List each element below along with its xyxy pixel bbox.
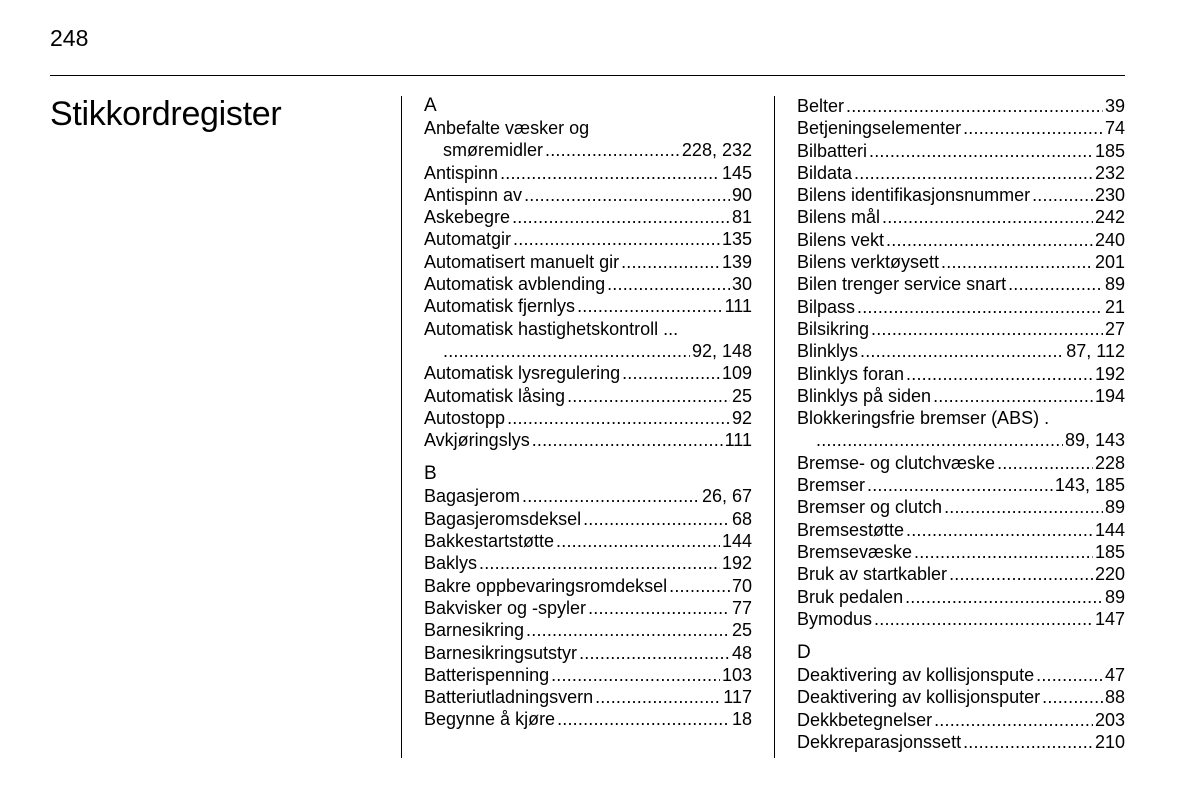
dot-leader [933,385,1093,407]
index-entry [797,273,1125,295]
entry-pages: 77 [731,597,752,618]
entry-name: Bakkestartstøtte [424,531,555,552]
entry-name: Askebegre [424,207,511,228]
entry-name: Bagasjerom [424,486,521,507]
entry-pages: 74 [1104,118,1125,139]
dot-leader [886,229,1093,251]
entry-pages: 89 [1104,274,1125,295]
entry-name: Begynne å kjøre [424,709,556,730]
entry-pages: 92, 148 [691,340,752,361]
entry-pages: 25 [731,620,752,641]
entry-name: Bruk av startkabler [797,564,948,585]
entry-pages: 139 [721,251,752,272]
entry-list [424,162,752,318]
entry-pages: 210 [1094,732,1125,753]
entry-list [797,664,1125,753]
column-divider-right [774,96,775,758]
index-entry [797,340,1125,362]
entry-name: Antispinn [424,162,499,183]
entry-name: Barnesikring [424,620,525,641]
entry-pages: 135 [721,229,752,250]
entry-pages: 185 [1094,140,1125,161]
entry-name: Bilbatteri [797,140,868,161]
dot-leader [1042,686,1103,708]
index-entry [424,206,752,228]
index-column-2 [797,95,1125,753]
index-entry [424,508,752,530]
entry-name: Bildata [797,162,853,183]
index-entry [797,586,1125,608]
index-entry [797,184,1125,206]
entry-name: Bakre oppbevaringsromdeksel [424,575,668,596]
index-entry [797,686,1125,708]
index-entry [424,575,752,597]
entry-pages: 88 [1104,687,1125,708]
entry-pages: 240 [1094,229,1125,250]
index-entry [424,162,752,184]
entry-pages: 81 [731,207,752,228]
dot-leader [500,162,720,184]
entry-pages: 232 [1094,162,1125,183]
entry-name: Automatisk låsing [424,385,566,406]
dot-leader [1036,664,1103,686]
index-entry [797,162,1125,184]
index-entry [424,362,752,384]
index-entry [424,184,752,206]
entry-name: Automatisk fjernlys [424,296,576,317]
entry-name: Avkjøringslys [424,430,530,451]
dot-leader [557,708,730,730]
entry-pages: 185 [1094,541,1125,562]
entry-pages: 92 [731,407,752,428]
dot-leader [512,206,730,228]
entry-name: Deaktivering av kollisjonsputer [797,687,1041,708]
entry-pages: 144 [1094,519,1125,540]
dot-leader [854,162,1093,184]
section-letter-b: B [424,463,437,485]
dot-leader [816,429,1063,451]
index-entry [797,709,1125,731]
index-entry [424,597,752,619]
entry-name: Antispinn av [424,184,523,205]
index-entry [797,206,1125,228]
dot-leader [524,184,730,206]
dot-leader [522,485,700,507]
entry-name: Belter [797,96,845,116]
dot-leader [588,597,730,619]
entry-name: Bagasjeromsdeksel [424,508,582,529]
entry-name: Dekkbetegnelser [797,709,933,730]
index-entry [424,485,752,507]
entry-name: Bremser og clutch [797,497,943,518]
dot-leader [906,519,1093,541]
section-letter-a: A [424,95,437,116]
index-entry [797,117,1125,139]
entry-pages: 89 [1104,497,1125,518]
index-entry [797,429,1125,451]
index-entry [797,318,1125,340]
entry-pages: 26, 67 [701,486,752,507]
dot-leader [914,541,1093,563]
dot-leader [944,496,1103,518]
dot-leader [579,642,730,664]
entry-name: Automatisk lysregulering [424,363,621,384]
index-entry [424,273,752,295]
entry-pages: 87, 112 [1066,341,1125,362]
entry-pages: 147 [1094,608,1125,629]
index-entry [424,686,752,708]
dot-leader [443,340,690,362]
dot-leader [551,664,720,686]
index-column-1 [424,95,752,731]
entry-name: Bremse- og clutchvæske [797,452,996,473]
dot-leader [934,709,1093,731]
page-title: Stikkordregister [50,95,282,133]
entry-pages: 144 [721,531,752,552]
dot-leader [621,251,720,273]
entry-pages: 230 [1094,185,1125,206]
dot-leader [577,295,723,317]
entry-pages: 228, 232 [681,140,752,161]
entry-name: Bilens vekt [797,229,885,250]
index-entry [424,429,752,451]
entry-pages: 242 [1094,207,1125,228]
dot-leader [869,140,1093,162]
dot-leader [997,452,1093,474]
entry-pages: 48 [731,642,752,663]
dot-leader [963,117,1103,139]
dot-leader [583,508,730,530]
entry-name: Baklys [424,553,478,574]
dot-leader [906,363,1093,385]
index-entry [797,731,1125,753]
entry-name: Bilens identifikasjonsnummer [797,185,1031,206]
entry-pages: 194 [1094,385,1125,406]
entry-name: Bremsevæske [797,541,913,562]
index-entry [797,95,1125,117]
index-entry [797,251,1125,273]
entry-list [424,362,752,451]
entry-name: Bilsikring [797,318,870,339]
dot-leader [607,273,730,295]
entry-pages: 192 [1094,363,1125,384]
entry-name: smøremidler [443,140,544,161]
entry-pages: 89 [1104,586,1125,607]
entry-name: Barnesikringsutstyr [424,642,578,663]
index-entry [797,363,1125,385]
entry-name: Automatisk avblending [424,274,606,295]
entry-list [797,452,1125,630]
dot-leader [846,95,1103,117]
entry-pages: 228 [1094,452,1125,473]
entry-pages: 111 [724,296,752,317]
dot-leader [556,530,720,552]
index-entry [797,664,1125,686]
entry-pages: 70 [731,575,752,596]
entry-list [797,95,1125,407]
entry-pages: 25 [731,385,752,406]
entry-name: Bilens mål [797,207,881,228]
index-entry [797,541,1125,563]
entry-name: Bruk pedalen [797,586,904,607]
dot-leader [867,474,1053,496]
index-entry [424,251,752,273]
entry-pages: 18 [731,709,752,730]
entry-name: Blinklys på siden [797,385,932,406]
dot-leader [949,563,1093,585]
index-entry-first-line: Anbefalte væsker og [424,118,590,138]
entry-name: Bremsestøtte [797,519,905,540]
entry-pages: 68 [731,508,752,529]
entry-pages: 27 [1104,318,1125,339]
dot-leader [963,731,1093,753]
dot-leader [513,228,720,250]
dot-leader [871,318,1103,340]
entry-name: Bakvisker og -spyler [424,597,587,618]
index-entry [424,228,752,250]
entry-pages: 90 [731,184,752,205]
dot-leader [857,296,1103,318]
index-entry [424,708,752,730]
entry-pages: 47 [1104,665,1125,686]
dot-leader [507,407,730,429]
entry-name: Automatisert manuelt gir [424,251,620,272]
index-entry [797,385,1125,407]
index-entry [797,296,1125,318]
dot-leader [595,686,721,708]
entry-pages: 117 [723,687,752,708]
index-entry-first-line: Blokkeringsfrie bremser (ABS) . [797,408,1050,429]
entry-pages: 30 [731,274,752,295]
section-letter-d: D [797,642,811,664]
index-entry [797,519,1125,541]
entry-name: Betjeningselementer [797,118,962,139]
dot-leader [567,385,730,407]
entry-pages: 111 [724,430,752,451]
dot-leader [526,619,730,641]
entry-list [424,485,752,730]
entry-pages: 192 [721,553,752,574]
entry-name: Bilen trenger service snart [797,274,1007,295]
dot-leader [874,608,1093,630]
dot-leader [545,139,680,161]
dot-leader [669,575,730,597]
dot-leader [860,340,1064,362]
index-entry [424,642,752,664]
index-entry [424,407,752,429]
entry-name: Blinklys [797,341,859,362]
entry-name: Bymodus [797,608,873,629]
index-entry [424,385,752,407]
index-entry [797,474,1125,496]
index-entry [797,608,1125,630]
index-entry [797,140,1125,162]
entry-name: Batterispenning [424,664,550,685]
entry-name: Dekkreparasjonssett [797,732,962,753]
entry-name: Bilpass [797,296,856,317]
header-rule [50,75,1125,76]
dot-leader [1032,184,1093,206]
entry-pages: 203 [1094,709,1125,730]
entry-pages: 109 [721,363,752,384]
dot-leader [532,429,723,451]
entry-pages: 39 [1104,96,1125,116]
index-entry [797,563,1125,585]
entry-pages: 201 [1094,252,1125,273]
entry-pages: 89, 143 [1064,430,1125,451]
dot-leader [941,251,1093,273]
index-entry [424,295,752,317]
entry-name: Bilens verktøysett [797,252,940,273]
index-entry [797,229,1125,251]
index-entry [797,496,1125,518]
index-entry-first-line: Automatisk hastighetskontroll ... [424,318,679,339]
dot-leader [882,206,1093,228]
column-divider-left [401,96,402,758]
dot-leader [479,552,720,574]
entry-pages: 143, 185 [1054,475,1125,496]
entry-name: Blinklys foran [797,363,905,384]
entry-name: Deaktivering av kollisjonspute [797,665,1035,686]
entry-name: Automatgir [424,229,512,250]
page-number: 248 [50,25,89,51]
index-entry [424,619,752,641]
index-entry [424,139,752,161]
entry-pages: 21 [1104,296,1125,317]
entry-name: Autostopp [424,407,506,428]
index-entry [424,530,752,552]
entry-pages: 145 [721,162,752,183]
index-entry [797,452,1125,474]
entry-name: Batteriutladningsvern [424,687,594,708]
entry-pages: 103 [721,664,752,685]
index-entry [424,664,752,686]
dot-leader [905,586,1103,608]
entry-name: Bremser [797,475,866,496]
dot-leader [622,362,720,384]
index-entry [424,340,752,362]
entry-pages: 220 [1094,564,1125,585]
dot-leader [1008,273,1103,295]
index-entry [424,552,752,574]
